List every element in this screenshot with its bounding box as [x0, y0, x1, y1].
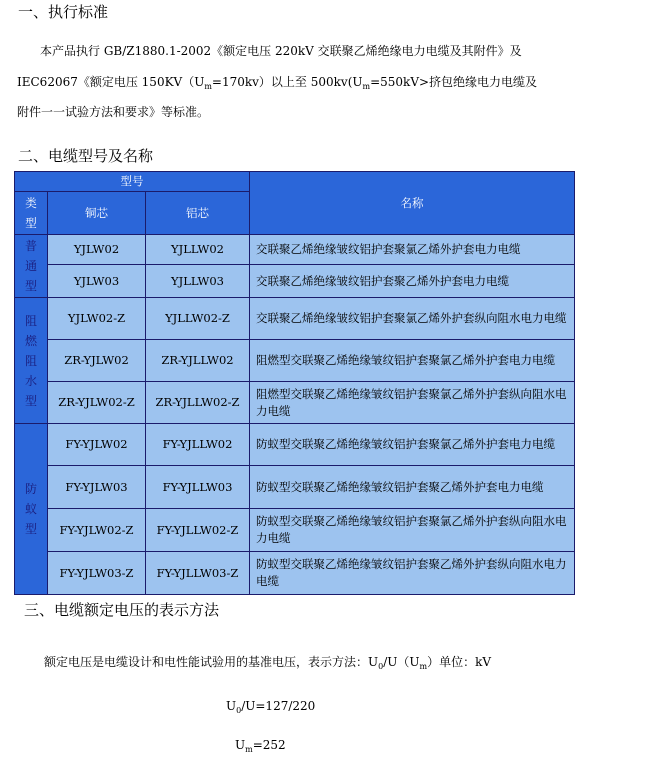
header-model: 型号 [15, 172, 250, 192]
table-row [15, 235, 575, 265]
category-cell [15, 424, 48, 595]
category-label: 防 蚁 型 [24, 482, 37, 536]
aluminum-model-cell: FY-YJLLW03 [146, 466, 250, 509]
cable-name-cell: 防蚁型交联聚乙烯绝缘皱纹铝护套聚氯乙烯外护套电力电缆 [250, 424, 575, 466]
aluminum-model-cell: ZR-YJLLW02 [146, 340, 250, 382]
section-title-standard: 一、执行标准 [18, 3, 109, 21]
category-label: 阻 燃 阻 水 型 [24, 313, 37, 408]
cable-name-cell: 阻燃型交联聚乙烯绝缘皱纹铝护套聚氯乙烯外护套电力电缆 [250, 340, 575, 382]
copper-model-cell: YJLW02-Z [48, 298, 146, 340]
table-row [15, 265, 575, 298]
table-row [15, 424, 575, 466]
cable-model-table [14, 171, 575, 595]
cable-name-cell: 交联聚乙烯绝缘皱纹铝护套聚氯乙烯外护套电力电缆 [250, 235, 575, 265]
aluminum-model-cell: YJLLW03 [146, 265, 250, 298]
aluminum-model-cell: FY-YJLLW02 [146, 424, 250, 466]
aluminum-model-cell: ZR-YJLLW02-Z [146, 382, 250, 424]
header-type: 类 型 [15, 192, 48, 235]
category-cell [15, 298, 48, 424]
aluminum-model-cell: FY-YJLLW03-Z [146, 552, 250, 595]
copper-model-cell: FY-YJLW02-Z [48, 509, 146, 552]
table-row [15, 552, 575, 595]
aluminum-model-cell: YJLLW02-Z [146, 298, 250, 340]
cable-name-cell: 防蚁型交联聚乙烯绝缘皱纹铝护套聚氯乙烯外护套纵向阻水电力电缆 [250, 509, 575, 552]
copper-model-cell: YJLW03 [48, 265, 146, 298]
standard-line-3: 附件一一试验方法和要求》等标准。 [17, 105, 210, 119]
table-row [15, 509, 575, 552]
voltage-equation-2: $U_m=252$ [235, 738, 286, 754]
table-row [15, 466, 575, 509]
cable-name-cell: 交联聚乙烯绝缘皱纹铝护套聚氯乙烯外护套纵向阻水电力电缆 [250, 298, 575, 340]
copper-model-cell: FY-YJLW03 [48, 466, 146, 509]
header-aluminum: 铝芯 [146, 192, 250, 235]
copper-model-cell: ZR-YJLW02 [48, 340, 146, 382]
aluminum-model-cell: YJLLW02 [146, 235, 250, 265]
header-copper: 铜芯 [48, 192, 146, 235]
standard-line-1: 本产品执行 GB/Z1880.1-2002《额定电压 220kV 交联聚乙烯绝缘电力电缆及其附件》及 [40, 44, 522, 58]
standard-line-2: IEC62067《额定电压 $150KV(U_m=170kv)$以上至 $500kv(U_m=550kV>$挤包绝缘电力电缆及 [17, 75, 538, 91]
cable-name-cell: 交联聚乙烯绝缘皱纹铝护套聚乙烯外护套电力电缆 [250, 265, 575, 298]
table-row [15, 298, 575, 340]
section-title-voltage: 三、电缆额定电压的表示方法 [24, 601, 220, 619]
cable-name-cell: 防蚁型交联聚乙烯绝缘皱纹铝护套聚乙烯外护套纵向阻水电力电缆 [250, 552, 575, 595]
voltage-intro: 额定电压是电缆设计和电性能试验用的基准电压，表示方法：$U_0/U(U_m)$单位：kV [44, 655, 492, 671]
voltage-equation-1: $U_0/U=127/220$ [226, 699, 316, 715]
table-row [15, 382, 575, 424]
copper-model-cell: ZR-YJLW02-Z [48, 382, 146, 424]
header-name: 名称 [250, 172, 575, 235]
copper-model-cell: FY-YJLW03-Z [48, 552, 146, 595]
cable-name-cell: 阻燃型交联聚乙烯绝缘皱纹铝护套聚氯乙烯外护套纵向阻水电力电缆 [250, 382, 575, 424]
copper-model-cell: FY-YJLW02 [48, 424, 146, 466]
table-row [15, 340, 575, 382]
copper-model-cell: YJLW02 [48, 235, 146, 265]
category-cell [15, 235, 48, 298]
aluminum-model-cell: FY-YJLLW02-Z [146, 509, 250, 552]
cable-name-cell: 防蚁型交联聚乙烯绝缘皱纹铝护套聚乙烯外护套电力电缆 [250, 466, 575, 509]
category-label: 普 通 型 [24, 239, 37, 293]
section-title-models: 二、电缆型号及名称 [18, 147, 154, 165]
